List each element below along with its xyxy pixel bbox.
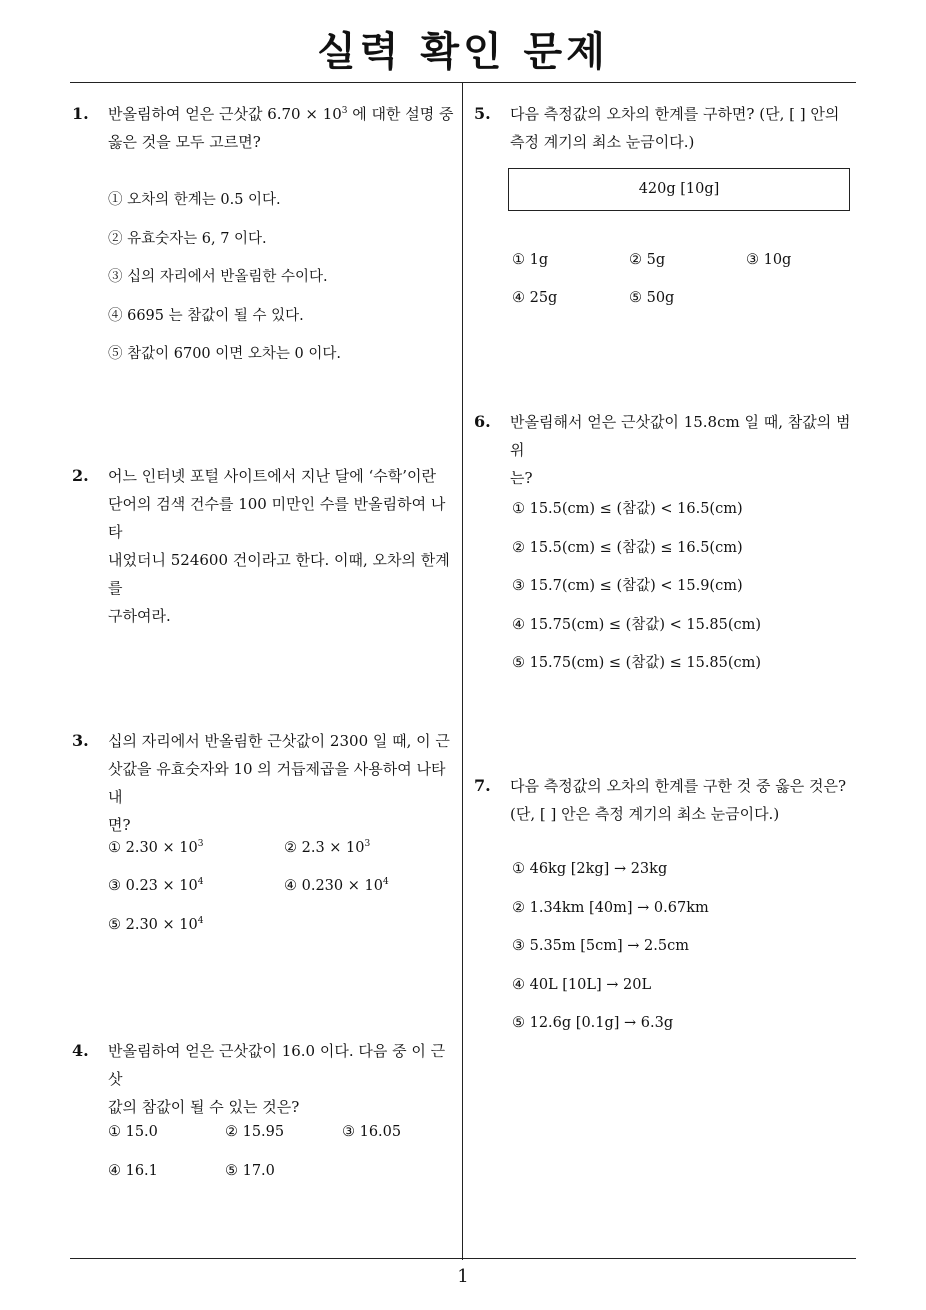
- text-segment: 에 대한 설명 중: [347, 105, 454, 123]
- exponent: 3: [341, 106, 348, 116]
- question-text: [108, 1037, 456, 1121]
- option-5[interactable]: ⑤ 50g: [629, 290, 675, 306]
- option-2[interactable]: ② 5g: [629, 252, 666, 268]
- question-line: (단, [ ] 안은 측정 계기의 최소 눈금이다.): [510, 805, 780, 823]
- question-number: 4.: [72, 1041, 89, 1060]
- option-4[interactable]: ④ 6695 는 참값이 될 수 있다.: [108, 308, 304, 324]
- measurement-box: 420g [10g]: [508, 168, 850, 211]
- option-4[interactable]: [284, 878, 389, 894]
- question-line: 삿값을 유효숫자와 10 의 거듭제곱을 사용하여 나타내: [108, 760, 446, 806]
- text-segment: 반올림하여 얻은 근삿값 6.70 × 10: [108, 105, 342, 123]
- question-line: 내었더니 524600 건이라고 한다. 이때, 오차의 한계를: [108, 551, 450, 597]
- option-5[interactable]: ⑤ 17.0: [225, 1163, 275, 1179]
- question-line: 옳은 것을 모두 고르면?: [108, 133, 261, 151]
- exponent: 4: [382, 877, 389, 887]
- option-3[interactable]: ③ 5.35m [5cm] → 2.5cm: [512, 938, 689, 954]
- option-3[interactable]: ③ 15.7(cm) ≤ (참값) < 15.9(cm): [512, 578, 743, 594]
- option-2[interactable]: ② 유효숫자는 6, 7 이다.: [108, 231, 267, 247]
- question-text: [108, 727, 456, 839]
- option-text: ① 2.30 × 10: [108, 840, 198, 856]
- option-1[interactable]: ① 15.5(cm) ≤ (참값) < 16.5(cm): [512, 501, 743, 517]
- question-text: [510, 772, 846, 828]
- exponent: 3: [364, 839, 371, 849]
- question-line: 어느 인터넷 포털 사이트에서 지난 달에 ‘수학’이란: [108, 467, 436, 485]
- option-2[interactable]: ② 15.5(cm) ≤ (참값) ≤ 16.5(cm): [512, 540, 743, 556]
- question-text: [510, 408, 864, 492]
- option-3[interactable]: ③ 십의 자리에서 반올림한 수이다.: [108, 269, 328, 285]
- option-1[interactable]: ① 46kg [2kg] → 23kg: [512, 861, 668, 877]
- question-line: 측정 계기의 최소 눈금이다.): [510, 133, 695, 151]
- exponent: 3: [197, 839, 204, 849]
- question-number: 6.: [474, 412, 491, 431]
- exponent: 4: [197, 877, 204, 887]
- option-text: ⑤ 2.30 × 10: [108, 917, 198, 933]
- page-number: 1: [457, 1266, 469, 1287]
- option-3[interactable]: ③ 10g: [746, 252, 792, 268]
- option-4[interactable]: ④ 16.1: [108, 1163, 158, 1179]
- question-line: 다음 측정값의 오차의 한계를 구하면? (단, [ ] 안의: [510, 105, 840, 123]
- option-2[interactable]: ② 15.95: [225, 1124, 285, 1140]
- option-5[interactable]: ⑤ 12.6g [0.1g] → 6.3g: [512, 1015, 674, 1031]
- question-text: [108, 462, 456, 630]
- option-1[interactable]: ① 15.0: [108, 1124, 158, 1140]
- bottom-rule: [70, 1258, 856, 1259]
- question-number: 1.: [72, 104, 89, 123]
- question-line: 구하여라.: [108, 607, 171, 625]
- option-4[interactable]: ④ 40L [10L] → 20L: [512, 977, 652, 993]
- option-1[interactable]: ① 오차의 한계는 0.5 이다.: [108, 192, 281, 208]
- question-line: 면?: [108, 816, 131, 834]
- option-1[interactable]: [108, 840, 203, 856]
- question-number: 7.: [474, 776, 491, 795]
- question-text: [108, 100, 454, 156]
- option-4[interactable]: ④ 25g: [512, 290, 558, 306]
- exponent: 4: [197, 916, 204, 926]
- option-4[interactable]: ④ 15.75(cm) ≤ (참값) < 15.85(cm): [512, 617, 762, 633]
- question-number: 5.: [474, 104, 491, 123]
- question-line: 반올림하여 얻은 근삿값이 16.0 이다. 다음 중 이 근삿: [108, 1042, 446, 1088]
- option-text: ③ 0.23 × 10: [108, 878, 198, 894]
- question-line: 다음 측정값의 오차의 한계를 구한 것 중 옳은 것은?: [510, 777, 846, 795]
- question-text: [510, 100, 839, 156]
- option-3[interactable]: [108, 878, 203, 894]
- option-5[interactable]: ⑤ 15.75(cm) ≤ (참값) ≤ 15.85(cm): [512, 655, 762, 671]
- option-text: ④ 0.230 × 10: [284, 878, 383, 894]
- question-line: 값의 참값이 될 수 있는 것은?: [108, 1098, 300, 1116]
- question-number: 2.: [72, 466, 89, 485]
- option-1[interactable]: ① 1g: [512, 252, 549, 268]
- option-3[interactable]: ③ 16.05: [342, 1124, 402, 1140]
- question-line: 는?: [510, 469, 533, 487]
- option-5[interactable]: [108, 917, 203, 933]
- question-line: [108, 100, 454, 128]
- option-5[interactable]: ⑤ 참값이 6700 이면 오차는 0 이다.: [108, 346, 341, 362]
- question-line: 단어의 검색 건수를 100 미만인 수를 반올림하여 나타: [108, 495, 446, 541]
- page-title: 실력 확인 문제: [317, 29, 609, 75]
- option-2[interactable]: [284, 840, 370, 856]
- column-divider: [462, 82, 463, 1260]
- top-rule: [70, 82, 856, 83]
- option-2[interactable]: ② 1.34km [40m] → 0.67km: [512, 900, 709, 916]
- question-line: 반올림해서 얻은 근삿값이 15.8cm 일 때, 참값의 범위: [510, 413, 851, 459]
- option-text: ② 2.3 × 10: [284, 840, 365, 856]
- question-line: 십의 자리에서 반올림한 근삿값이 2300 일 때, 이 근: [108, 732, 450, 750]
- question-number: 3.: [72, 731, 89, 750]
